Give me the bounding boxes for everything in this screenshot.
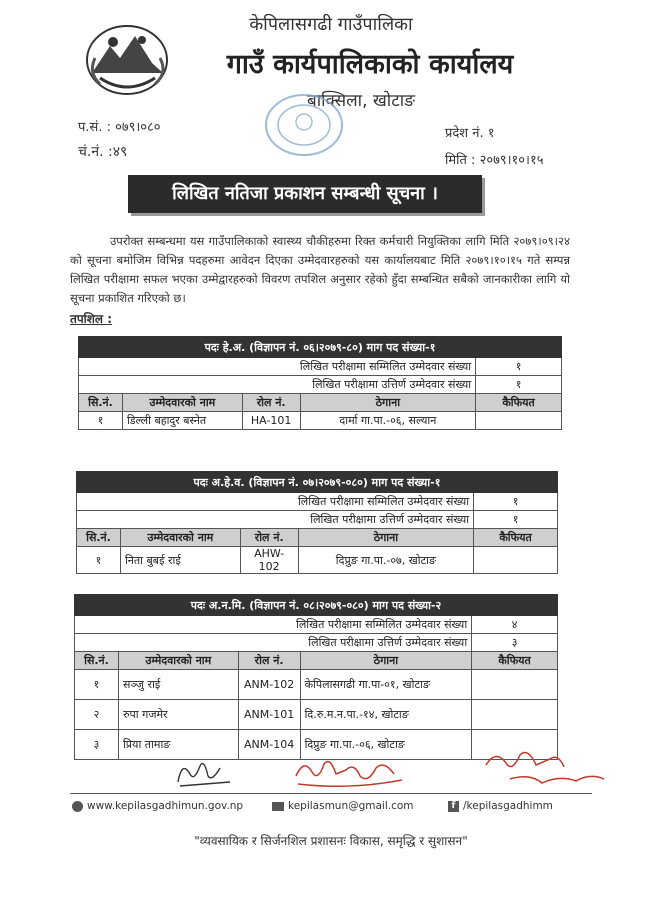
appeared-label: लिखित परीक्षामा सम्मिलित उम्मेदवार संख्या [75,616,472,634]
col-header-roll: रोल नं. [240,529,298,547]
cell-address: दार्मा गा.पा.-०६, सल्यान [300,412,476,430]
appeared-label: लिखित परीक्षामा सम्मिलित उम्मेदवार संख्या [77,493,474,511]
section-title: पदः हे.अ. (विज्ञापन नं. ०६।२०७९-८०) माग पद संख्या-१ [79,337,562,358]
result-table-anm [74,594,558,760]
facebook-text: /kepilasgadhimm [463,800,553,812]
office-name: गाउँ कार्यपालिकाको कार्यालय [226,49,514,80]
notice-date: मिति : २०७९।१०।१५ [445,153,544,168]
footer-email[interactable] [272,800,414,812]
details-label: तपशिल : [70,312,113,326]
office-seal-stamp [262,92,346,158]
cell-roll: ANM-102 [238,670,300,700]
result-table-ha [78,336,562,430]
signature-2 [290,752,410,792]
notice-body: उपरोक्त सम्बन्धमा यस गाउँपालिकाको स्वास्थ्य चौकीहरुमा रिक्त कर्मचारी नियुक्तिका लागि मिति २०७९।०९।२४ को सूचना बमोजिम विभिन्न पदहरुमा आवेदन दिएका उम्मेदवारहरुको यस कार्यालयबाट मिति २०७९।१०।१५ गते सम्पन्न लिखित परीक्षामा सफल भएका उम्मेद्वारहरुको विवरण तपशिल अनुसार रहेको हुँदा सम्बन्धित सबैको जानकारीका लागि यो सूचना प्रकाशित गरिएको छ। [70,234,570,305]
col-header-remarks: कैफियत [474,529,558,547]
col-header-remarks: कैफियत [476,394,562,412]
col-header-address: ठेगाना [298,529,474,547]
email-text: kepilasmun@gmail.com [288,800,414,812]
globe-icon [72,801,83,812]
footer-divider [70,793,592,794]
envelope-icon [272,802,284,811]
table-row [79,412,562,430]
cell-remarks [472,700,558,730]
cell-remarks [476,412,562,430]
table-row [77,547,558,574]
cell-sn: १ [77,547,121,574]
cell-roll: ANM-104 [238,730,300,760]
cell-address: दिप्रुङ गा.पा.-०७, खोटाङ [298,547,474,574]
passed-label: लिखित परीक्षामा उत्तिर्ण उम्मेदवार संख्या [77,511,474,529]
dispatch-number: चं.नं. :४९ [78,144,128,160]
appeared-count: ४ [472,616,558,634]
cell-name: सञ्जु राई [118,670,238,700]
col-header-address: ठेगाना [300,394,476,412]
section-title: पदः अ.हे.व. (विज्ञापन नं. ०७।२०७९-०८०) माग पद संख्या-१ [77,472,558,493]
table-row [75,700,558,730]
reference-number: प.सं. : ०७९।०८० [78,120,161,135]
passed-count: ३ [472,634,558,652]
col-header-name: उम्मेदवारको नाम [122,394,242,412]
cell-roll: AHW-102 [240,547,298,574]
col-header-sn: सि.नं. [75,652,119,670]
appeared-count: १ [474,493,558,511]
col-header-roll: रोल नं. [242,394,300,412]
cell-name: डिल्ली बहादुर बस्नेत [122,412,242,430]
cell-remarks [472,670,558,700]
col-header-name: उम्मेदवारको नाम [120,529,240,547]
passed-count: १ [476,376,562,394]
col-header-address: ठेगाना [300,652,472,670]
footer-facebook[interactable] [448,800,553,812]
cell-roll: HA-101 [242,412,300,430]
table-row [75,670,558,700]
col-header-remarks: कैफियत [472,652,558,670]
office-address: बाक्सिला, खोटाङ [306,91,415,111]
section-title: पदः अ.न.मि. (विज्ञापन नं. ०८।२०७९-०८०) माग पद संख्या-२ [75,595,558,616]
result-table-ahw [76,471,558,574]
col-header-name: उम्मेदवारको नाम [118,652,238,670]
facebook-icon: f [448,801,459,812]
cell-name: निता बुबई राई [120,547,240,574]
col-header-roll: रोल नं. [238,652,300,670]
col-header-sn: सि.नं. [79,394,123,412]
cell-name: रुपा गजमेर [118,700,238,730]
appeared-label: लिखित परीक्षामा सम्मिलित उम्मेदवार संख्या [79,358,476,376]
cell-address: केपिलासगढी गा.पा-०१, खोटाङ [300,670,472,700]
notice-title: लिखित नतिजा प्रकाशन सम्बन्धी सूचना । [128,175,482,213]
cell-sn: १ [75,670,119,700]
cell-name: प्रिया तामाङ [118,730,238,760]
cell-sn: ३ [75,730,119,760]
cell-address: दिप्रुङ गा.पा.-०६, खोटाङ [300,730,472,760]
cell-remarks [474,547,558,574]
footer-website[interactable] [72,800,243,812]
passed-label: लिखित परीक्षामा उत्तिर्ण उम्मेदवार संख्या [79,376,476,394]
cell-roll: ANM-101 [238,700,300,730]
cell-address: दि.रु.म.न.पा.-१४, खोटाङ [300,700,472,730]
footer-slogan: "व्यवसायिक र सिर्जनशिल प्रशासनः विकास, समृद्धि र सुशासन" [194,834,468,848]
passed-count: १ [474,511,558,529]
municipality-name: केपिलासगढी गाउँपालिका [249,14,413,35]
cell-sn: १ [79,412,123,430]
signature-1 [170,752,240,792]
col-header-sn: सि.नं. [77,529,121,547]
passed-label: लिखित परीक्षामा उत्तिर्ण उम्मेदवार संख्या [75,634,472,652]
cell-sn: २ [75,700,119,730]
appeared-count: १ [476,358,562,376]
signature-3 [480,745,610,790]
province-number: प्रदेश नं. १ [445,126,495,141]
website-text: www.kepilasgadhimun.gov.np [87,800,244,812]
